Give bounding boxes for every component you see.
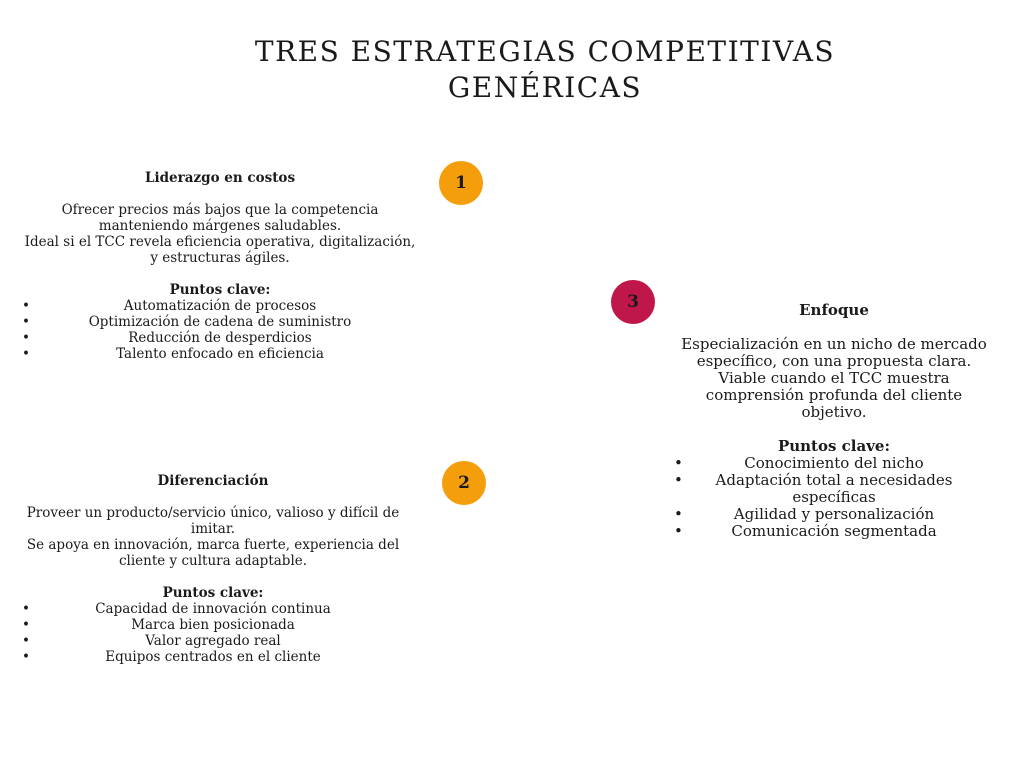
key-point-item: • Conocimiento del nicho [672,455,996,472]
key-points-list [20,298,420,362]
number-badge-1 [439,161,483,205]
key-point-item: • Reducción de desperdicios [20,330,420,346]
number-badge-3 [611,280,655,324]
strategy-heading: Diferenciación [157,473,269,489]
badge-number: 1 [455,173,467,193]
strategy-description [672,336,996,421]
key-point-item: • Equipos centrados en el cliente [20,649,406,665]
key-points-list [20,601,406,665]
page-title [230,34,860,106]
key-point-item: • Optimización de cadena de suministro [20,314,420,330]
key-points-title: Puntos clave: [162,585,264,601]
key-point-item: • Talento enfocado en eficiencia [20,346,420,362]
strategy-description [20,202,420,266]
description-line: Especialización en un nicho de mercado específico, con una propuesta clara. [681,335,987,370]
key-point-item: • Marca bien posicionada [20,617,406,633]
key-point-item: • Adaptación total a necesidades específicas [672,472,996,506]
description-line: Viable cuando el TCC muestra comprensión profunda del cliente objetivo. [705,369,963,421]
badge-number: 3 [627,292,639,312]
key-point-item: • Comunicación segmentada [672,523,996,540]
title-line-2: GENÉRICAS [447,71,643,104]
key-point-item: • Automatización de procesos [20,298,420,314]
number-badge-2 [442,461,486,505]
key-points-title: Puntos clave: [169,282,271,298]
strategy-description [20,505,406,569]
title-line-1: TRES ESTRATEGIAS COMPETITIVAS [254,35,836,68]
strategy-card-cost-leadership [20,170,420,362]
description-line: Ofrecer precios más bajos que la competencia manteniendo márgenes saludables. [61,202,379,234]
key-point-item: • Agilidad y personalización [672,506,996,523]
key-point-item: • Valor agregado real [20,633,406,649]
strategy-heading: Liderazgo en costos [144,170,296,186]
badge-number: 2 [458,473,470,493]
key-points-list [672,455,996,540]
key-point-item: • Capacidad de innovación continua [20,601,406,617]
description-line: Se apoya en innovación, marca fuerte, experiencia del cliente y cultura adaptable. [26,537,400,569]
strategy-card-differentiation [20,473,406,665]
description-line: Ideal si el TCC revela eficiencia operativa, digitalización, y estructuras ágiles. [24,234,416,266]
description-line: Proveer un producto/servicio único, valioso y difícil de imitar. [26,505,400,537]
key-points-title: Puntos clave: [777,437,891,455]
strategy-heading: Enfoque [799,301,869,319]
strategy-card-focus [672,302,996,540]
